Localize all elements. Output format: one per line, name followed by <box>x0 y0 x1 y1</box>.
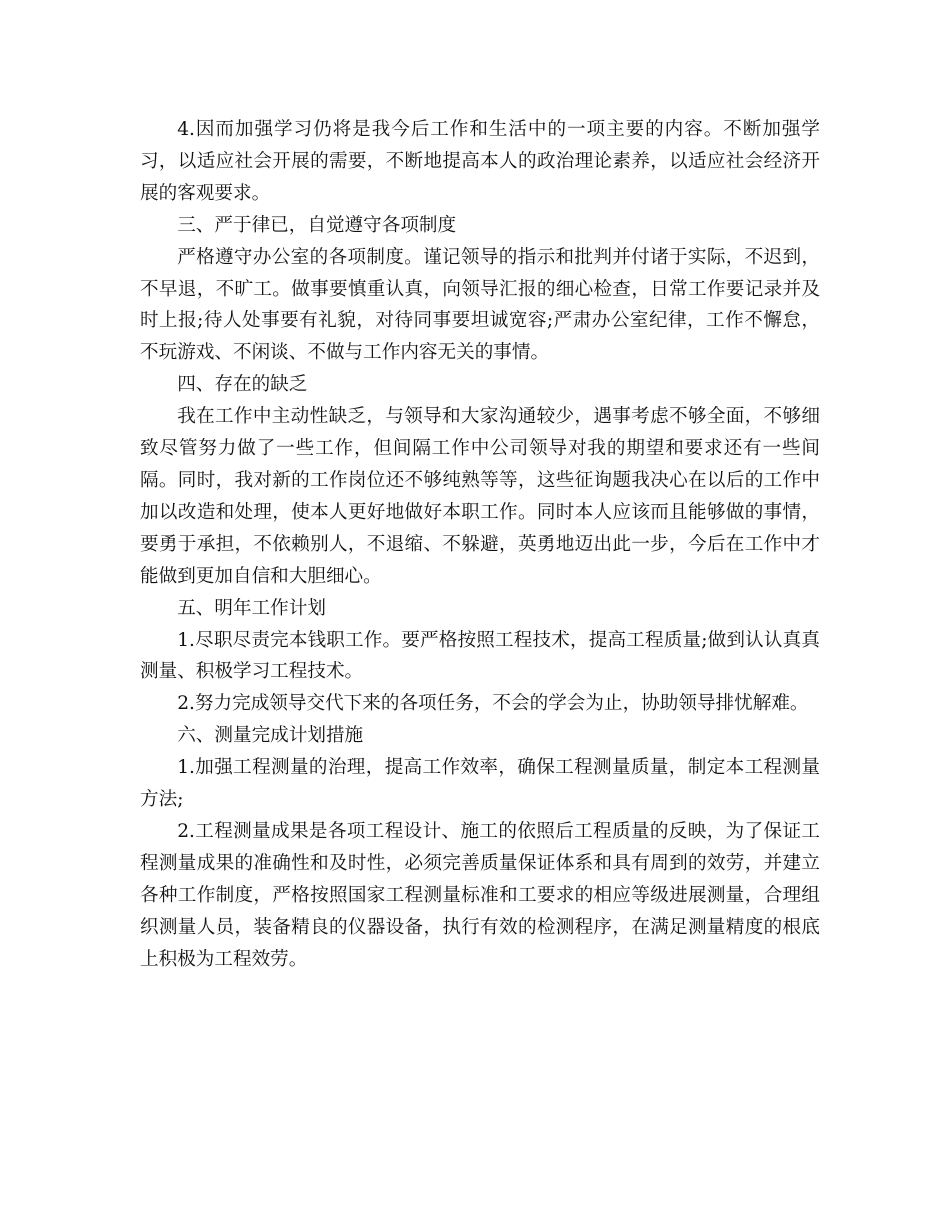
paragraph-section-3-body: 严格遵守办公室的各项制度。谨记领导的指示和批判并付诸于实际，不迟到，不早退，不旷工。做事要慎重认真，向领导汇报的细心检查，日常工作要记录并及时上报;待人处事要有礼貌，对待同事要坦诚宽容;严肃办公室纪律，工作不懈怠，不玩游戏、不闲谈、不做与工作内容无关的事情。 <box>140 246 820 364</box>
paragraph-measure-point-2: 2.工程测量成果是各项工程设计、施工的依照后工程质量的反映，为了保证工程测量成果的准确性和及时性，必须完善质量保证体系和具有周到的效劳，并建立各种工作制度，严格按照国家工程测量标准和工要求的相应等级进展测量，合理组织测量人员，装备精良的仪器设备，执行有效的检测程序，在满足测量精度的根底上积极为工程效劳。 <box>140 820 820 970</box>
heading-section-3: 三、严于律已，自觉遵守各项制度 <box>177 214 457 236</box>
paragraph-study-point-4: 4.因而加强学习仍将是我今后工作和生活中的一项主要的内容。不断加强学习，以适应社会开展的需要，不断地提高本人的政治理论素养，以适应社会经济开展的客观要求。 <box>140 119 820 204</box>
document-body <box>140 114 820 975</box>
heading-section-5: 五、明年工作计划 <box>177 597 326 619</box>
paragraph-plan-point-1: 1.尽职尽责完本钱职工作。要严格按照工程技术，提高工程质量;做到认认真真测量、积极学习工程技术。 <box>140 629 820 683</box>
heading-section-6: 六、测量完成计划措施 <box>177 725 364 747</box>
paragraph-measure-point-1: 1.加强工程测量的治理，提高工作效率，确保工程测量质量，制定本工程测量方法; <box>140 757 820 811</box>
paragraph-section-4-body: 我在工作中主动性缺乏，与领导和大家沟通较少，遇事考虑不够全面，不够细致尽管努力做了一些工作，但间隔工作中公司领导对我的期望和要求还有一些间隔。同时，我对新的工作岗位还不够纯熟等等，这些征询题我决心在以后的工作中加以改造和处理，使本人更好地做好本职工作。同时本人应该而且能够做的事情，要勇于承担，不依赖别人，不退缩、不躲避，英勇地迈出此一步，今后在工作中才能做到更加自信和大胆细心。 <box>140 406 820 587</box>
paragraph-plan-point-2: 2.努力完成领导交代下来的各项任务，不会的学会为止，协助领导排忧解难。 <box>177 693 809 715</box>
heading-section-4: 四、存在的缺乏 <box>177 374 308 396</box>
